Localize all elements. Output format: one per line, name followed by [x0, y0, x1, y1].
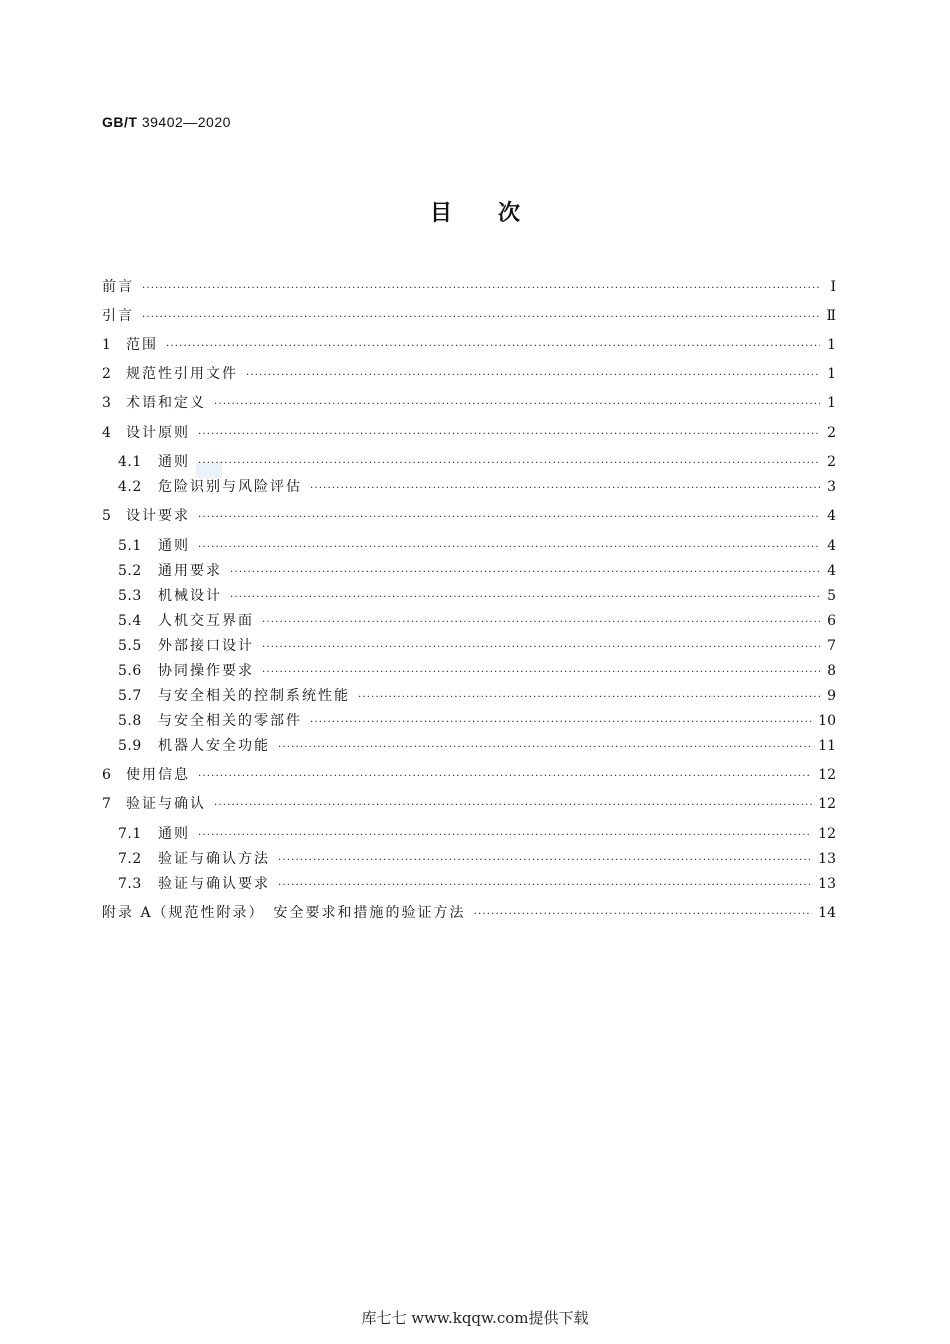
- toc-number: 5.2: [118, 563, 142, 579]
- toc-page: 4: [827, 563, 836, 579]
- footer-download-note: 库七七 www.kqqw.com提供下载: [361, 1309, 589, 1327]
- toc-page: 8: [827, 663, 836, 679]
- toc-page: 6: [827, 613, 836, 629]
- toc-leader: [310, 483, 820, 494]
- toc-page: 12: [818, 826, 836, 842]
- toc-leader: [262, 617, 820, 628]
- toc-label: 设计原则: [126, 425, 190, 441]
- toc-entry[interactable]: [102, 505, 836, 525]
- toc-entry[interactable]: [118, 873, 836, 893]
- toc-label: 前言: [102, 279, 134, 295]
- toc-page: 1: [827, 337, 836, 353]
- toc-number: 5.8: [118, 713, 142, 729]
- toc-page: Ⅰ: [830, 279, 836, 295]
- toc-label: 术语和定义: [126, 395, 206, 411]
- toc-label: 范围: [126, 337, 158, 353]
- toc-number: 7.1: [118, 826, 142, 842]
- toc-leader: [142, 283, 820, 294]
- toc-entry[interactable]: [118, 610, 836, 630]
- toc-entry[interactable]: [118, 823, 836, 843]
- toc-leader: [262, 642, 820, 653]
- toc-page: 3: [827, 479, 836, 495]
- toc-entry[interactable]: [102, 392, 836, 412]
- toc-leader: [278, 855, 812, 866]
- toc-entry[interactable]: [102, 764, 836, 784]
- toc-number: 7: [102, 796, 112, 812]
- toc-label: 引言: [102, 308, 134, 324]
- toc-entry[interactable]: [102, 363, 836, 383]
- standard-number: 39402—2020: [141, 114, 231, 130]
- toc-leader: [198, 771, 812, 782]
- toc-page: 12: [818, 767, 836, 783]
- page-title: 目次: [429, 200, 566, 226]
- toc-page: Ⅱ: [826, 308, 836, 324]
- toc-label: 使用信息: [126, 767, 190, 783]
- toc-number: 4.2: [118, 479, 142, 495]
- toc-entry[interactable]: [118, 735, 836, 755]
- toc-leader: [278, 880, 812, 891]
- toc-number: 5.6: [118, 663, 142, 679]
- toc-leader: [262, 667, 820, 678]
- toc-label: 验证与确认要求: [158, 876, 270, 892]
- toc-leader: [310, 717, 812, 728]
- toc-number: 3: [102, 395, 112, 411]
- toc-label: 附录 A（规范性附录） 安全要求和措施的验证方法: [102, 905, 466, 921]
- toc-entry[interactable]: [118, 451, 836, 471]
- toc-label: 规范性引用文件: [126, 366, 238, 382]
- toc-leader: [198, 512, 820, 523]
- toc-leader: [142, 312, 820, 323]
- toc-leader: [358, 692, 820, 703]
- toc-entry[interactable]: [102, 902, 836, 922]
- toc-page: 1: [827, 366, 836, 382]
- toc-entry[interactable]: [118, 560, 836, 580]
- toc-number: 5.4: [118, 613, 142, 629]
- toc-number: 5.9: [118, 738, 142, 754]
- toc-number: 4: [102, 425, 112, 441]
- toc-entry[interactable]: [118, 535, 836, 555]
- toc-page: 2: [827, 454, 836, 470]
- toc-label: 通用要求: [158, 563, 222, 579]
- toc-entry[interactable]: [118, 710, 836, 730]
- toc-leader: [198, 429, 820, 440]
- standard-prefix: GB/T: [102, 114, 138, 130]
- toc-label: 危险识别与风险评估: [158, 479, 302, 495]
- toc-label: 机器人安全功能: [158, 738, 270, 754]
- toc-label: 与安全相关的零部件: [158, 713, 302, 729]
- toc-entry[interactable]: [118, 685, 836, 705]
- toc-label: 验证与确认方法: [158, 851, 270, 867]
- toc-page: 2: [827, 425, 836, 441]
- toc-number: 1: [102, 337, 112, 353]
- toc-page: 13: [818, 876, 836, 892]
- toc-entry[interactable]: [118, 585, 836, 605]
- toc-leader: [230, 592, 820, 603]
- toc-leader: [230, 567, 820, 578]
- toc-page: 10: [818, 713, 836, 729]
- toc-entry[interactable]: [102, 305, 836, 325]
- toc-number: 7.3: [118, 876, 142, 892]
- toc-leader: [166, 341, 820, 352]
- toc-page: 9: [827, 688, 836, 704]
- toc-entry[interactable]: [102, 276, 836, 296]
- toc-number: 4.1: [118, 454, 142, 470]
- toc-label: 通则: [158, 826, 190, 842]
- toc-number: 5.7: [118, 688, 142, 704]
- toc-number: 5: [102, 508, 112, 524]
- toc-entry[interactable]: [102, 793, 836, 813]
- toc-entry[interactable]: [102, 422, 836, 442]
- toc-leader: [198, 458, 820, 469]
- toc-label: 验证与确认: [126, 796, 206, 812]
- toc-page: 1: [827, 395, 836, 411]
- toc-entry[interactable]: [118, 660, 836, 680]
- toc-leader: [214, 800, 812, 811]
- standard-code: [102, 114, 231, 130]
- toc-entry[interactable]: [118, 635, 836, 655]
- toc-label: 协同操作要求: [158, 663, 254, 679]
- toc-label: 通则: [158, 454, 190, 470]
- toc-label: 设计要求: [126, 508, 190, 524]
- toc-label: 人机交互界面: [158, 613, 254, 629]
- toc-number: 5.3: [118, 588, 142, 604]
- toc-number: 7.2: [118, 851, 142, 867]
- toc-number: 6: [102, 767, 112, 783]
- toc-label: 通则: [158, 538, 190, 554]
- toc-leader: [214, 399, 820, 410]
- toc-number: 5.1: [118, 538, 142, 554]
- toc-page: 11: [818, 738, 836, 754]
- toc-label: 外部接口设计: [158, 638, 254, 654]
- toc-page: 13: [818, 851, 836, 867]
- toc-leader: [198, 830, 812, 841]
- toc-page: 5: [827, 588, 836, 604]
- toc-label: 与安全相关的控制系统性能: [158, 688, 350, 704]
- toc-leader: [246, 370, 820, 381]
- toc-entry[interactable]: [118, 476, 836, 496]
- toc-number: 5.5: [118, 638, 142, 654]
- toc-number: 2: [102, 366, 112, 382]
- toc-label: 机械设计: [158, 588, 222, 604]
- toc-entry[interactable]: [102, 334, 836, 354]
- toc-entry[interactable]: [118, 848, 836, 868]
- toc-leader: [198, 542, 820, 553]
- toc-leader: [474, 909, 813, 920]
- toc-page: 4: [827, 508, 836, 524]
- toc-page: 14: [818, 905, 836, 921]
- toc-page: 12: [818, 796, 836, 812]
- toc-leader: [278, 742, 812, 753]
- toc-page: 4: [827, 538, 836, 554]
- toc-page: 7: [827, 638, 836, 654]
